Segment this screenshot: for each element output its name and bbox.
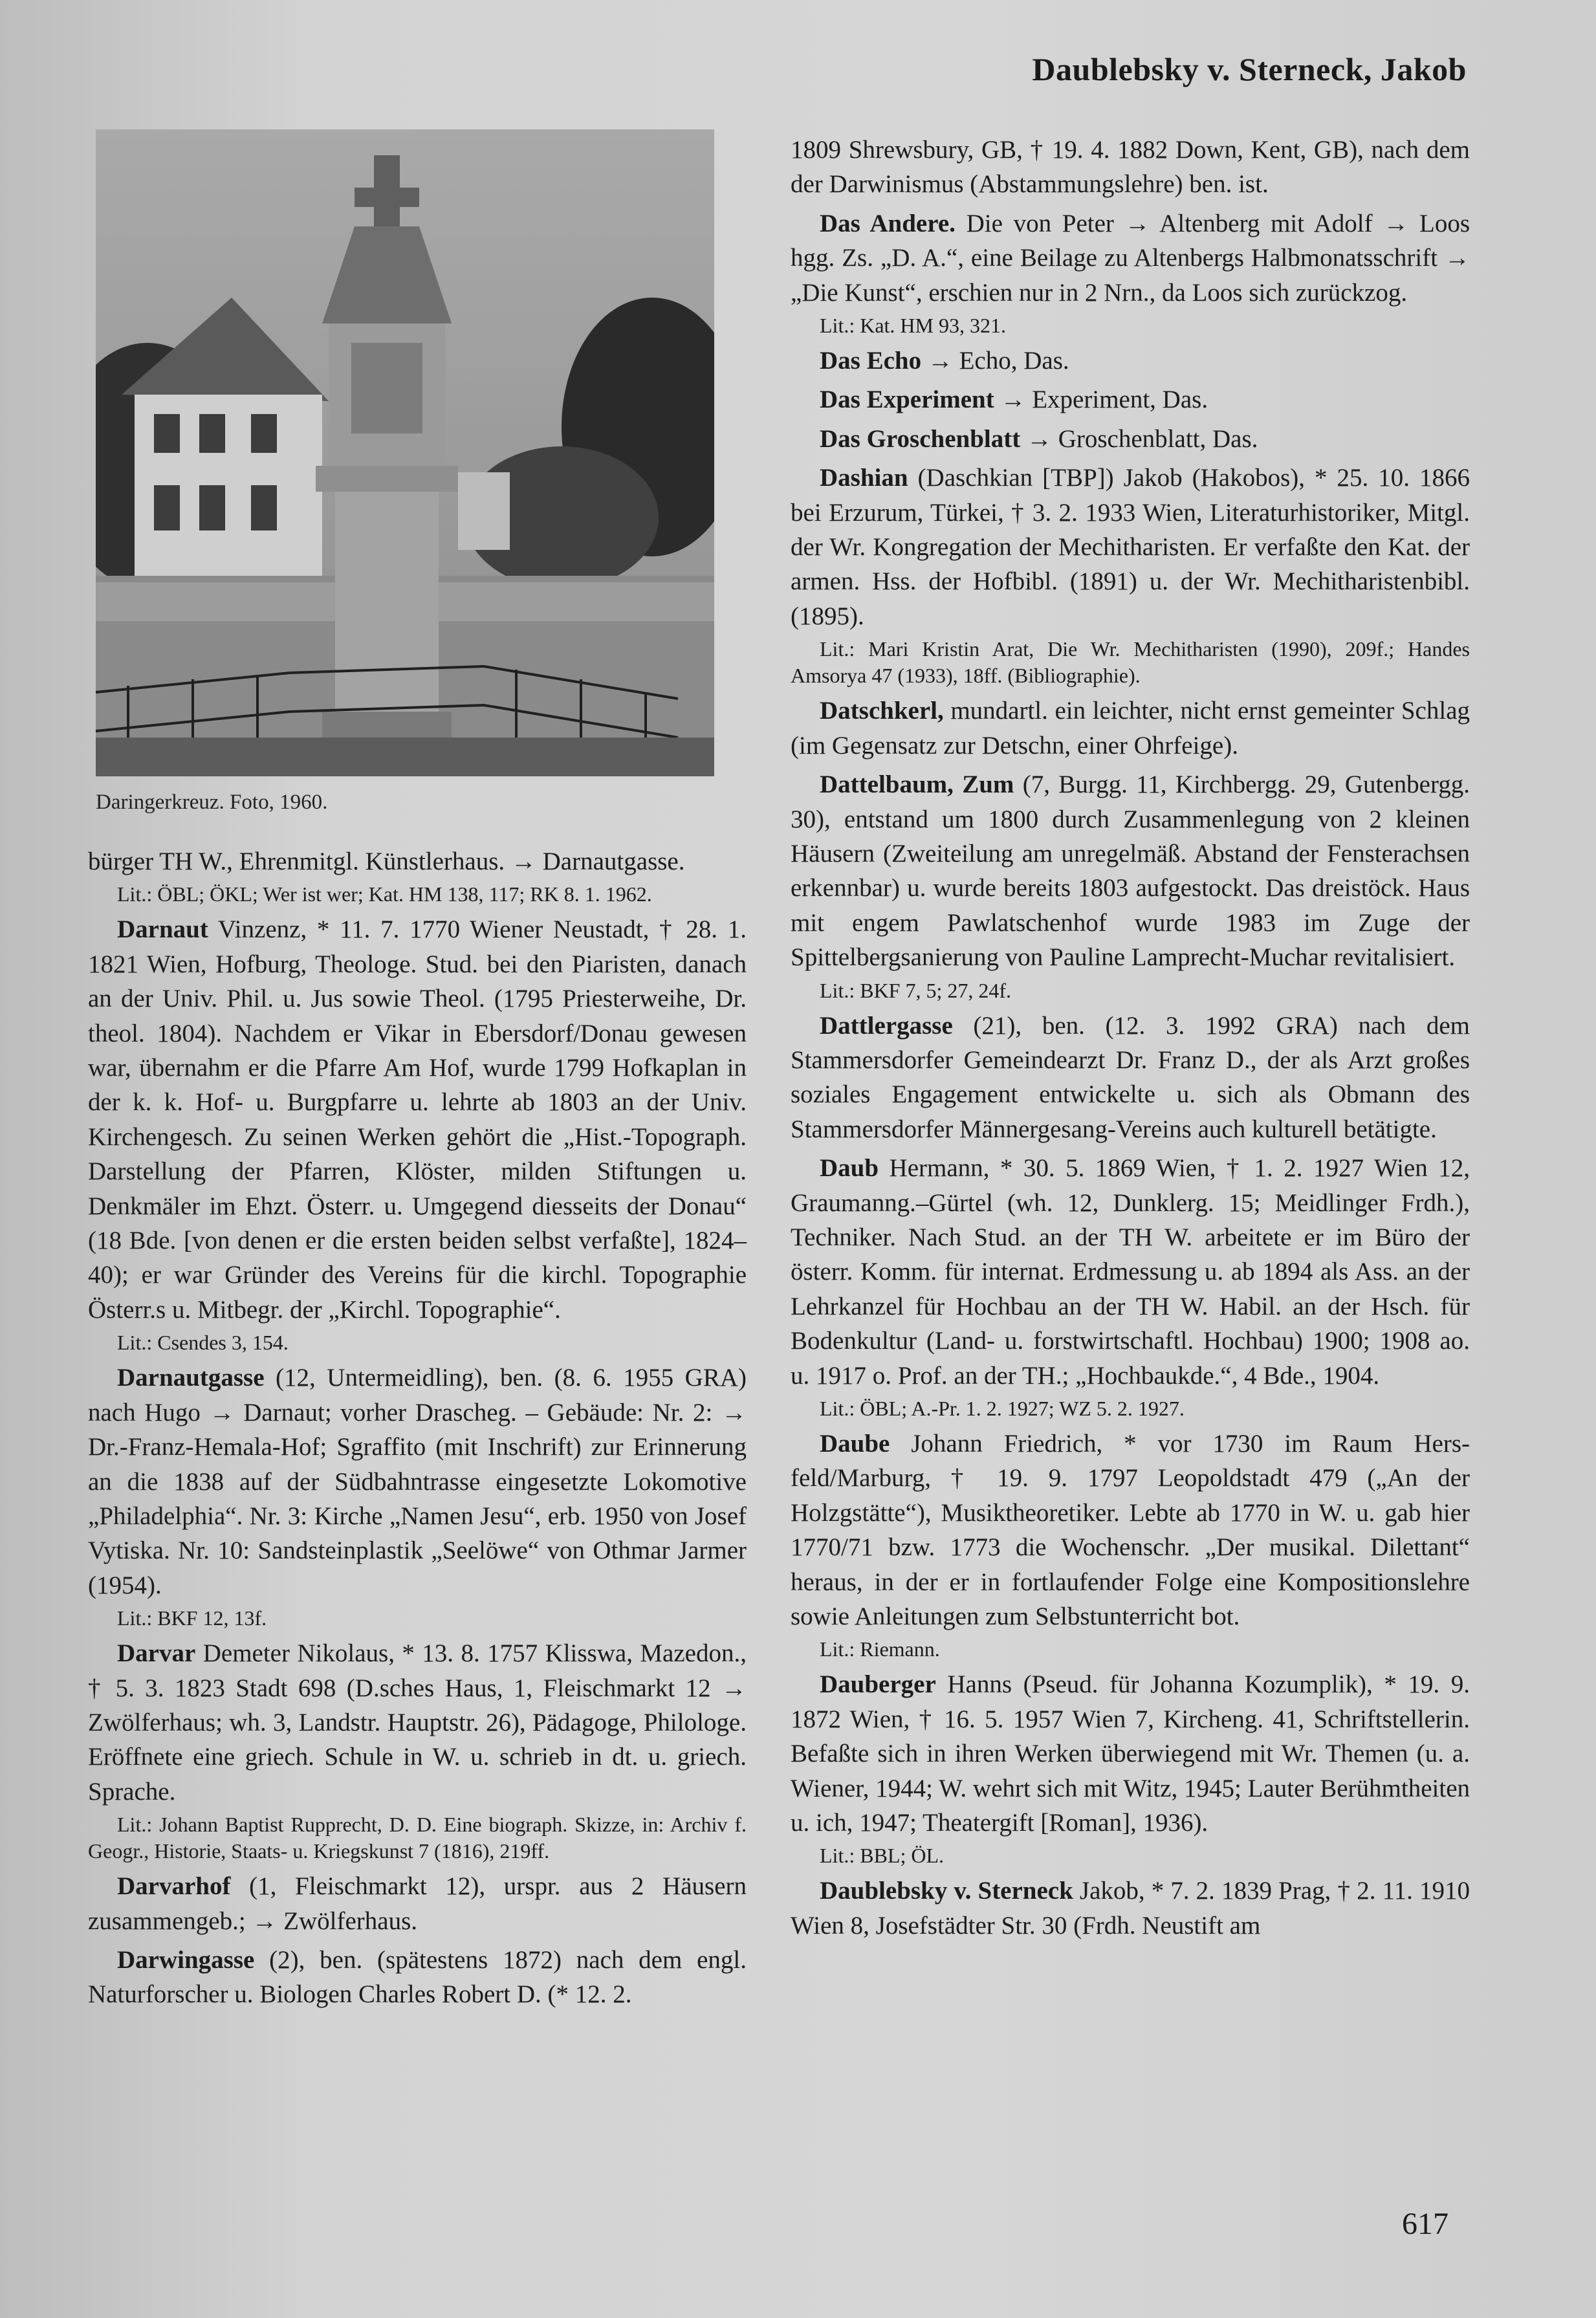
entry-headword: Das Andere. bbox=[820, 209, 956, 237]
entry-continuation: bürger TH W., Ehrenmitgl. Künstlerhaus. → Darnautgasse. bbox=[88, 847, 685, 875]
literature-reference: Lit.: ÖBL; A.-Pr. 1. 2. 1927; WZ 5. 2. 1927. bbox=[820, 1397, 1185, 1420]
photo-caption: Daringerkreuz. Foto, 1960. bbox=[96, 791, 328, 814]
entry-text: Johann Friedrich, * vor 1730 im Raum Hersfeld/Marburg, † 19. 9. 1797 Leopoldstadt 479 („An der Holzgstätte“), Musiktheoretiker. Lebte ab 1770 in W. u. gab hier 1770/71 bzw. 1773 die Wochenschr. „Der musikal. Dilettant“ heraus, in der er in fortlaufender Folge eine Kompositionslehre sowie Anleitungen zum Selbstunterricht bot. bbox=[791, 1430, 1470, 1631]
entry-headword: Darvarhof bbox=[117, 1872, 231, 1901]
literature-reference: Lit.: Johann Baptist Rupprecht, D. D. Eine biograph. Skizze, in: Archiv f. Geogr., Historie, Staats- u. Kriegskunst 7 (1816), 219ff. bbox=[88, 1813, 747, 1863]
entry-headword: Das Experiment bbox=[820, 386, 994, 414]
lexicon-entry bbox=[791, 1151, 1470, 1393]
entry-text: → Groschenblatt, Das. bbox=[1020, 424, 1258, 453]
photo-daringerkreuz bbox=[96, 129, 714, 776]
entry-headword: Daub bbox=[820, 1154, 879, 1183]
entry-headword: Dashian bbox=[820, 464, 908, 492]
literature-reference: Lit.: Csendes 3, 154. bbox=[117, 1331, 289, 1355]
literature-reference: Lit.: ÖBL; ÖKL; Wer ist wer; Kat. HM 138, 117; RK 8. 1. 1962. bbox=[117, 882, 652, 906]
entry-text: Hermann, * 30. 5. 1869 Wien, † 1. 2. 1927 Wien 12, Graumanng.–Gürtel (wh. 12, Dunklerg. 15; Meidlinger Frdh.), Techniker. Nach Stud. an der TH W. arbeitete er im Büro der österr. Komm. für internat. Erdmessung u. ab 1894 als Ass. an der Lehrkanzel für Hochbau an der TH W. Habil. an der Hsch. für Bodenkultur (Land- u. forstwirtschaftl. Hochbau) 1900; 1908 ao. u. 1917 o. Prof. an der TH.; „Hochbaukde.“, 4 Bde., 1904. bbox=[791, 1154, 1470, 1390]
entry-text: Hanns (Pseud. für Johanna Kozumplik), * 19. 9. 1872 Wien, † 16. 5. 1957 Wien 7, Kircheng. 41, Schriftstellerin. Befaßte sich in ihren Werken überwiegend mit Wr. Themen (u. a. Wiener, 1944; W. wehrt sich mit Witz, 1945; Lauter Berühmtheiten u. ich, 1947; Theatergift [Roman], 1936). bbox=[791, 1670, 1470, 1837]
entry-text: Demeter Nikolaus, * 13. 8. 1757 Klisswa, Mazedon., † 5. 3. 1823 Stadt 698 (D.sches Haus, 1, Fleischmarkt 12 → Zwölferhaus; wh. 3, Landstr. Hauptstr. 26), Pädagoge, Philologe. Eröffnete eine griech. Schule in W. u. schrieb in dt. u. griech. Sprache. bbox=[88, 1639, 747, 1806]
entry-headword: Daube bbox=[820, 1430, 890, 1458]
left-column bbox=[88, 844, 747, 2012]
lexicon-entry bbox=[791, 461, 1470, 633]
entry-text: (1, Fleischmarkt 12), urspr. aus 2 Häusern zusammengeb.; → Zwölferhaus. bbox=[88, 1872, 747, 1935]
entry-headword: Darnautgasse bbox=[117, 1364, 265, 1392]
right-column bbox=[791, 133, 1470, 1943]
entry-text: → Echo, Das. bbox=[921, 347, 1069, 375]
entry-headword: Dattlergasse bbox=[820, 1011, 953, 1040]
literature-reference: Lit.: BKF 7, 5; 27, 24f. bbox=[820, 978, 1012, 1002]
entry-text: Vinzenz, * 11. 7. 1770 Wiener Neustadt, † 28. 1. 1821 Wien, Hofburg, Theologe. Stud. bei den Piaristen, danach an der Univ. Phil. u. Jus sowie Theol. (1795 Priesterweihe, Dr. theol. 1804). Nachdem er Vikar in Ebersdorf/Donau gewesen war, übernahm er die Pfarre Am Hof, wurde 1799 Hofkaplan in der k. k. Hof- u. Burgpfarre u. lehrte ab 1803 an der Univ. Kirchengesch. Zu seinen Werken gehört die „Hist.-Topograph. Darstellung der Pfarren, Klöster, milden Stiftungen u. Denkmäler im Ehzt. Österr. u. Umgegend diesseits der Donau“ (18 Bde. [von denen er die ersten beiden selbst verfaßte], 1824–40); er war Gründer des Vereins für die kirchl. Topographie Österr.s u. Mitbegr. der „Kirchl. Topographie“. bbox=[88, 915, 747, 1324]
literature-reference: Lit.: Mari Kristin Arat, Die Wr. Mechitharisten (1990), 209f.; Handes Amsorya 47 (1933), 18ff. (Bibliographie). bbox=[791, 637, 1470, 688]
lexicon-entry bbox=[791, 767, 1470, 974]
entry-text: (12, Untermeidling), ben. (8. 6. 1955 GRA) nach Hugo → Darnaut; vorher Drascheg. – Gebäude: Nr. 2: → Dr.-Franz-Hemala-Hof; Sgraffito (mit Inschrift) zur Erinnerung an die 1838 auf der Südbahntrasse eingesetzte Lokomotive „Philadelphia“. Nr. 3: Kirche „Namen Jesu“, erb. 1950 von Josef Vytiska. Nr. 10: Sandsteinplastik „Seelöwe“ von Othmar Jarmer (1954). bbox=[88, 1364, 747, 1599]
entry-text: (2), ben. (spätestens 1872) nach dem engl. Naturforscher u. Biologen Charles Robert D. (* 12. 2. bbox=[88, 1945, 747, 2009]
entry-headword: Dattelbaum, Zum bbox=[820, 771, 1014, 799]
lexicon-entry bbox=[791, 1667, 1470, 1840]
literature-reference: Lit.: Riemann. bbox=[820, 1637, 940, 1661]
lexicon-entry bbox=[88, 912, 747, 1327]
lexicon-entry bbox=[791, 344, 1470, 378]
literature-reference: Lit.: BBL; ÖL. bbox=[820, 1844, 944, 1868]
lexicon-entry bbox=[88, 1943, 747, 2012]
photo-illustration bbox=[96, 129, 714, 776]
literature-reference: Lit.: Kat. HM 93, 321. bbox=[820, 314, 1006, 338]
lexicon-entry bbox=[88, 1361, 747, 1602]
entry-text: mundartl. ein leichter, nicht ernst gemeinter Schlag (im Gegensatz zur Detschn, einer Ohrfeige). bbox=[791, 697, 1470, 760]
entry-continuation: 1809 Shrewsbury, GB, † 19. 4. 1882 Down, Kent, GB), nach dem der Darwinismus (Abstammungslehre) ben. ist. bbox=[791, 136, 1470, 199]
lexicon-entry bbox=[88, 1636, 747, 1809]
page-number: 617 bbox=[1402, 2207, 1448, 2241]
entry-headword: Daublebsky v. Sterneck bbox=[820, 1877, 1073, 1905]
lexicon-entry bbox=[791, 1874, 1470, 1943]
entry-headword: Dauberger bbox=[820, 1670, 936, 1699]
entry-headword: Darvar bbox=[117, 1639, 196, 1668]
lexicon-entry bbox=[791, 382, 1470, 417]
entry-headword: Darnaut bbox=[117, 915, 208, 944]
entry-headword: Das Echo bbox=[820, 347, 922, 375]
lexicon-entry bbox=[791, 206, 1470, 310]
entry-text: Die von Peter → Altenberg mit Adolf → Loos hgg. Zs. „D. A.“, eine Beilage zu Altenbergs Halbmonatsschrift → „Die Kunst“, erschien nur in 2 Nrn., da Loos sich zurückzog. bbox=[791, 209, 1470, 307]
lexicon-entry bbox=[791, 1009, 1470, 1147]
lexicon-entry bbox=[88, 1869, 747, 1938]
running-head: Daublebsky v. Sterneck, Jakob bbox=[1032, 51, 1467, 87]
entry-text: (21), ben. (12. 3. 1992 GRA) nach dem Stammersdorfer Gemeindearzt Dr. Franz D., der als Arzt großes soziales Engagement entwickelte u. sich als Obmann des Stammersdorfer Männergesang-Vereins auch kulturell betätigte. bbox=[791, 1011, 1470, 1143]
entry-text: (Daschkian [TBP]) Jakob (Hakobos), * 25. 10. 1866 bei Erzurum, Türkei, † 3. 2. 1933 Wien, Literaturhistoriker, Mitgl. der Wr. Kongregation der Mechitharisten. Er verfaßte den Kat. der armen. Hss. der Hofbibl. (1891) u. der Wr. Mechitharistenbibl. (1895). bbox=[791, 464, 1470, 630]
lexicon-entry bbox=[791, 694, 1470, 763]
literature-reference: Lit.: BKF 12, 13f. bbox=[117, 1606, 267, 1630]
entry-headword: Das Groschenblatt bbox=[820, 424, 1021, 453]
entry-text: → Experiment, Das. bbox=[994, 386, 1208, 414]
lexicon-entry bbox=[791, 422, 1470, 456]
entry-headword: Datschkerl, bbox=[820, 697, 944, 725]
entry-headword: Darwingasse bbox=[117, 1945, 255, 1974]
lexicon-entry bbox=[791, 1427, 1470, 1634]
entry-text: Jakob, * 7. 2. 1839 Prag, † 2. 11. 1910 Wien 8, Josefstädter Str. 30 (Frdh. Neustift am bbox=[791, 1877, 1470, 1940]
entry-text: (7, Burgg. 11, Kirchbergg. 29, Gutenbergg. 30), entstand um 1800 durch Zusammenlegung von 2 kleinen Häusern (Zweiteilung am unregelmäß. Abstand der Fensterachsen erkennbar) u. wurde bereits 1803 aufgestockt. Das dreistöck. Haus mit engem Pawlatschenhof wurde 1983 im Zuge der Spittelbergsanierung von Pauline Lamprecht-Muchar revitalisiert. bbox=[791, 771, 1470, 972]
